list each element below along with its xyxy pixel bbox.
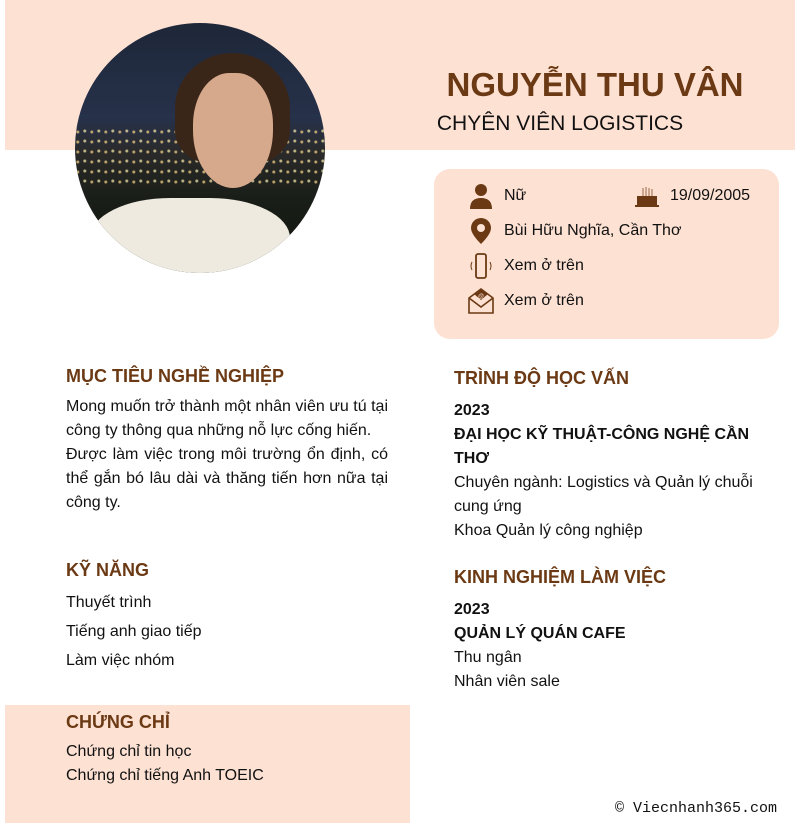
- education-school: ĐẠI HỌC KỸ THUẬT-CÔNG NGHỆ CẦN THƠ: [454, 426, 750, 467]
- job-title: CHYÊN VIÊN LOGISTICS: [436, 112, 684, 135]
- candidate-name: NGUYỄN THU VÂN: [446, 66, 744, 103]
- certificates-title: CHỨNG CHỈ: [66, 712, 170, 732]
- experience-year: 2023: [454, 601, 490, 618]
- education-faculty: Khoa Quản lý công nghiệp: [454, 522, 643, 539]
- phone-icon: [468, 253, 494, 279]
- birthday-cake-icon: [634, 183, 660, 209]
- education-title: TRÌNH ĐỘ HỌC VẤN: [454, 368, 629, 388]
- experience-role: Thu ngân: [454, 649, 522, 666]
- experience-details: [454, 598, 774, 694]
- education-details: [454, 399, 774, 543]
- gender-row: [468, 183, 526, 209]
- person-icon: [468, 183, 494, 209]
- phone-value: Xem ở trên: [504, 257, 584, 274]
- objective-paragraph: Mong muốn trở thành một nhân viên ưu tú tại công ty thông qua những nỗ lực cống hiến.: [66, 398, 388, 439]
- svg-text:@: @: [477, 294, 485, 300]
- profile-photo: [75, 23, 325, 273]
- location-pin-icon: [468, 218, 494, 244]
- education-year: 2023: [454, 402, 490, 419]
- certificates-list: [66, 740, 264, 788]
- birthday-value: 19/09/2005: [670, 187, 751, 204]
- address-row: [468, 218, 681, 244]
- gender-value: Nữ: [504, 187, 527, 204]
- birthday-row: [634, 183, 750, 209]
- email-envelope-icon: [468, 288, 494, 314]
- email-row: [468, 288, 584, 314]
- address-value: Bùi Hữu Nghĩa, Cần Thơ: [504, 222, 682, 239]
- experience-title: KINH NGHIỆM LÀM VIỆC: [454, 567, 667, 587]
- experience-company: QUẢN LÝ QUÁN CAFE: [454, 625, 626, 642]
- skill-item: Tiếng anh giao tiếp: [66, 623, 202, 640]
- skills-list: [66, 588, 202, 675]
- certificate-item: Chứng chỉ tiếng Anh TOEIC: [66, 767, 264, 784]
- skill-item: Thuyết trình: [66, 594, 152, 611]
- skill-item: Làm việc nhóm: [66, 652, 175, 669]
- email-value: Xem ở trên: [504, 292, 584, 309]
- contact-card: [434, 169, 779, 339]
- phone-row: [468, 253, 584, 279]
- education-major: Chuyên ngành: Logistics và Quản lý chuỗi cung ứng: [454, 474, 753, 515]
- certificate-item: Chứng chỉ tin học: [66, 743, 192, 760]
- objective-title: MỤC TIÊU NGHỀ NGHIỆP: [66, 366, 285, 386]
- objective-paragraph: Được làm việc trong môi trường ổn định, có thể gắn bó lâu dài và thăng tiến hơn nữa tại công ty.: [66, 446, 388, 511]
- objective-text: [66, 395, 388, 515]
- skills-title: KỸ NĂNG: [66, 560, 150, 580]
- footer-credit: © Viecnhanh365.com: [615, 800, 778, 817]
- experience-role: Nhân viên sale: [454, 673, 560, 690]
